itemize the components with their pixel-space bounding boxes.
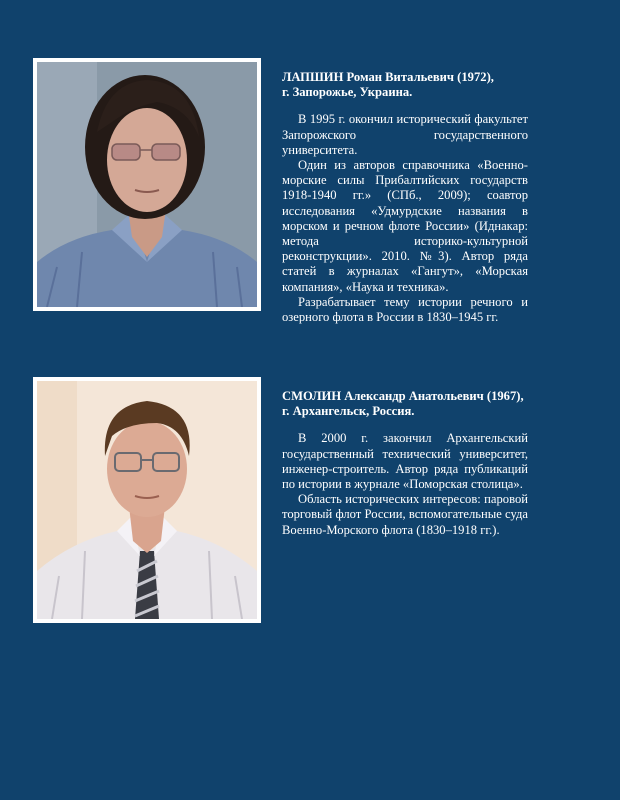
author-photo-smolin [33, 377, 261, 623]
author-name [282, 70, 528, 100]
author-photo-lapshin [33, 58, 261, 311]
author-name-line1: ЛАПШИН Роман Витальевич (1972), [282, 70, 494, 84]
bio-paragraph: Один из авторов справочника «Военно-морские силы Прибалтийских государств 1918-1940 гг.» (СПб., 2009); соавтор исследования «Удмурдские названия в морском и речном флоте России» (Иднакар: метода историко-культурной реконструкции». 2010. №3). Автор ряда статей в журналах «Гангут», «Морская компания», «Наука и техника». [282, 158, 528, 294]
bio-paragraph: В 1995 г. окончил исторический факультет Запорожского государственного университета. [282, 112, 528, 157]
author-location: г. Запорожье, Украина. [282, 85, 413, 100]
bio-paragraph: Разрабатывает тему истории речного и озерного флота в России в 1830–1945 гг. [282, 294, 528, 325]
portrait-image [37, 62, 257, 307]
portrait-image [37, 381, 257, 619]
bio-paragraph: Область исторических интересов: паровой торговый флот России, вспомогательные суда Военно-Морского флота (1830–1918 гг.). [282, 492, 528, 537]
author-name-line1: СМОЛИН Александр Анатольевич (1967), [282, 389, 524, 403]
author-bio-lapshin [282, 70, 528, 325]
bio-paragraph: В 2000 г. закончил Архангельский государственный технический университет, инженер-строитель. Автор ряда публикаций по истории в журнале «Поморская столица». [282, 431, 528, 492]
author-location: г. Архангельск, Россия. [282, 404, 415, 419]
author-bio-smolin [282, 389, 528, 538]
author-name [282, 389, 528, 419]
